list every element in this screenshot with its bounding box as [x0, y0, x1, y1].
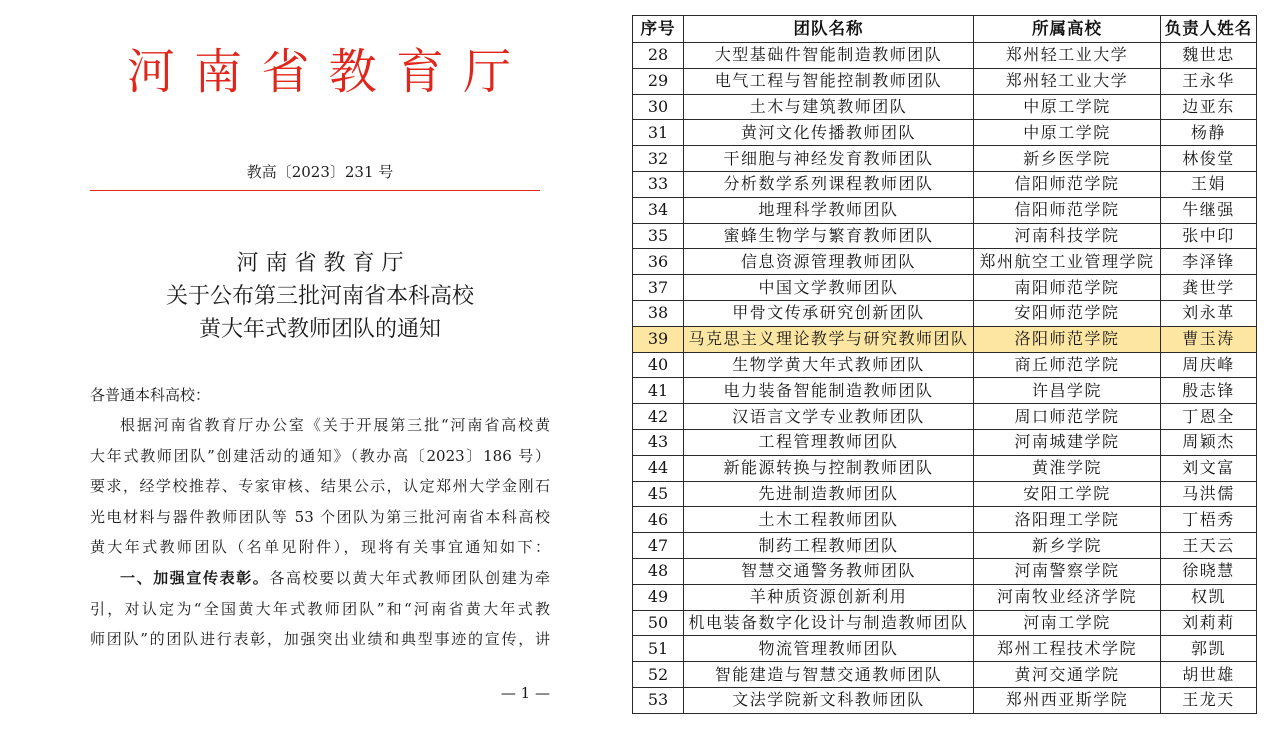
cell-university: 河南城建学院 [974, 429, 1161, 455]
cell-university: 河南牧业经济学院 [974, 584, 1161, 610]
cell-leader-name: 刘莉莉 [1161, 610, 1257, 636]
table-row [633, 687, 1257, 713]
cell-university: 郑州轻工业大学 [974, 43, 1161, 69]
cell-team-name: 黄河文化传播教师团队 [684, 120, 974, 146]
cell-number: 37 [633, 275, 684, 301]
table-row [633, 326, 1257, 352]
cell-number: 48 [633, 558, 684, 584]
table-row [633, 662, 1257, 688]
notice-title [90, 247, 550, 346]
cell-university: 郑州航空工业管理学院 [974, 249, 1161, 275]
cell-team-name: 先进制造教师团队 [684, 481, 974, 507]
team-list-table [632, 15, 1257, 714]
cell-university: 洛阳理工学院 [974, 507, 1161, 533]
table-row [633, 146, 1257, 172]
cell-university: 中原工学院 [974, 120, 1161, 146]
cell-number: 33 [633, 171, 684, 197]
cell-team-name: 地理科学教师团队 [684, 197, 974, 223]
letterhead-divider [90, 190, 540, 191]
body-line: 大年式教师团队”创建活动的通知》（教办高〔2023〕186 号） [90, 446, 550, 465]
cell-university: 郑州工程技术学院 [974, 636, 1161, 662]
table-row [633, 249, 1257, 275]
cell-number: 28 [633, 43, 684, 69]
cell-team-name: 机电装备数字化设计与制造教师团队 [684, 610, 974, 636]
cell-team-name: 羊种质资源创新利用 [684, 584, 974, 610]
cell-leader-name: 胡世雄 [1161, 662, 1257, 688]
page-number: — 1 — [500, 684, 550, 702]
cell-university: 郑州西亚斯学院 [974, 687, 1161, 713]
cell-leader-name: 李泽锋 [1161, 249, 1257, 275]
cell-leader-name: 牛继强 [1161, 197, 1257, 223]
table-row [633, 481, 1257, 507]
cell-number: 32 [633, 146, 684, 172]
header-university: 所属高校 [974, 16, 1161, 43]
cell-number: 41 [633, 378, 684, 404]
table-row [633, 197, 1257, 223]
cell-leader-name: 王龙天 [1161, 687, 1257, 713]
table-header [633, 16, 1257, 43]
cell-university: 安阳工学院 [974, 481, 1161, 507]
cell-team-name: 电气工程与智能控制教师团队 [684, 68, 974, 94]
cell-number: 52 [633, 662, 684, 688]
body-line: 师团队”的团队进行表彰，加强突出业绩和典型事迹的宣传，讲 [90, 630, 550, 649]
table-row [633, 120, 1257, 146]
cell-university: 郑州轻工业大学 [974, 68, 1161, 94]
table-row [633, 558, 1257, 584]
cell-team-name: 分析数学系列课程教师团队 [684, 171, 974, 197]
notice-page [0, 0, 620, 729]
cell-university: 周口师范学院 [974, 404, 1161, 430]
cell-leader-name: 龚世学 [1161, 275, 1257, 301]
cell-team-name: 马克思主义理论教学与研究教师团队 [684, 326, 974, 352]
table-row [633, 584, 1257, 610]
body-line: 光电材料与器件教师团队等 53 个团队为第三批河南省本科高校 [90, 507, 550, 526]
cell-leader-name: 魏世忠 [1161, 43, 1257, 69]
cell-team-name: 大型基础件智能制造教师团队 [684, 43, 974, 69]
cell-number: 40 [633, 352, 684, 378]
cell-number: 45 [633, 481, 684, 507]
cell-leader-name: 杨静 [1161, 120, 1257, 146]
cell-number: 39 [633, 326, 684, 352]
cell-leader-name: 丁梧秀 [1161, 507, 1257, 533]
cell-number: 50 [633, 610, 684, 636]
table-row [633, 68, 1257, 94]
body-line: 要求，经学校推荐、专家审核、结果公示，认定郑州大学金刚石 [90, 477, 550, 496]
cell-university: 河南科技学院 [974, 223, 1161, 249]
cell-team-name: 智慧交通警务教师团队 [684, 558, 974, 584]
cell-university: 安阳师范学院 [974, 300, 1161, 326]
cell-leader-name: 王永华 [1161, 68, 1257, 94]
cell-team-name: 信息资源管理教师团队 [684, 249, 974, 275]
header-team-name: 团队名称 [684, 16, 974, 43]
cell-university: 许昌学院 [974, 378, 1161, 404]
cell-university: 黄淮学院 [974, 455, 1161, 481]
cell-university: 商丘师范学院 [974, 352, 1161, 378]
body-line: 根据河南省教育厅办公室《关于开展第三批“河南省高校黄 [120, 416, 550, 434]
cell-number: 51 [633, 636, 684, 662]
cell-university: 新乡学院 [974, 533, 1161, 559]
cell-leader-name: 马洪儒 [1161, 481, 1257, 507]
table-header-row [633, 16, 1257, 43]
cell-number: 43 [633, 429, 684, 455]
cell-number: 42 [633, 404, 684, 430]
section-1-text: 各高校要以黄大年式教师团队创建为牵 [269, 568, 550, 587]
cell-number: 49 [633, 584, 684, 610]
cell-university: 洛阳师范学院 [974, 326, 1161, 352]
cell-leader-name: 周颖杰 [1161, 429, 1257, 455]
table-row [633, 378, 1257, 404]
cell-number: 47 [633, 533, 684, 559]
cell-number: 53 [633, 687, 684, 713]
cell-team-name: 蜜蜂生物学与繁育教师团队 [684, 223, 974, 249]
cell-team-name: 中国文学教师团队 [684, 275, 974, 301]
cell-leader-name: 周庆峰 [1161, 352, 1257, 378]
letterhead-title: 河 南 省 教 育 厅 [126, 44, 514, 100]
table-row [633, 610, 1257, 636]
cell-university: 黄河交通学院 [974, 662, 1161, 688]
cell-leader-name: 徐晓慧 [1161, 558, 1257, 584]
notice-body [90, 410, 550, 655]
cell-university: 新乡医学院 [974, 146, 1161, 172]
cell-leader-name: 刘永革 [1161, 300, 1257, 326]
notice-issuer: 河 南 省 教 育 厅 [236, 251, 404, 276]
table-row [633, 300, 1257, 326]
cell-number: 35 [633, 223, 684, 249]
cell-number: 31 [633, 120, 684, 146]
table-row [633, 275, 1257, 301]
cell-team-name: 工程管理教师团队 [684, 429, 974, 455]
cell-number: 36 [633, 249, 684, 275]
table-body [633, 43, 1257, 714]
cell-team-name: 生物学黄大年式教师团队 [684, 352, 974, 378]
cell-team-name: 土木工程教师团队 [684, 507, 974, 533]
section-1-first-line [90, 563, 550, 594]
cell-university: 信阳师范学院 [974, 171, 1161, 197]
cell-leader-name: 王娟 [1161, 171, 1257, 197]
cell-team-name: 干细胞与神经发育教师团队 [684, 146, 974, 172]
cell-leader-name: 刘文富 [1161, 455, 1257, 481]
notice-title-line-1: 关于公布第三批河南省本科高校 [165, 284, 474, 309]
cell-number: 44 [633, 455, 684, 481]
cell-leader-name: 曹玉涛 [1161, 326, 1257, 352]
cell-team-name: 新能源转换与控制教师团队 [684, 455, 974, 481]
notice-title-line-2: 黄大年式教师团队的通知 [198, 317, 441, 342]
cell-leader-name: 权凯 [1161, 584, 1257, 610]
cell-leader-name: 殷志锋 [1161, 378, 1257, 404]
cell-number: 38 [633, 300, 684, 326]
body-line: 黄大年式教师团队（名单见附件），现将有关事宜通知如下： [90, 538, 550, 557]
cell-team-name: 甲骨文传承研究创新团队 [684, 300, 974, 326]
cell-number: 29 [633, 68, 684, 94]
cell-number: 34 [633, 197, 684, 223]
cell-number: 46 [633, 507, 684, 533]
cell-leader-name: 林俊堂 [1161, 146, 1257, 172]
section-1-heading: 一、加强宣传表彰。 [120, 568, 270, 587]
table-row [633, 429, 1257, 455]
table-row [633, 352, 1257, 378]
header-leader-name: 负责人姓名 [1161, 16, 1257, 43]
cell-team-name: 物流管理教师团队 [684, 636, 974, 662]
cell-university: 南阳师范学院 [974, 275, 1161, 301]
table-row [633, 636, 1257, 662]
table-row [633, 223, 1257, 249]
header-number: 序号 [633, 16, 684, 43]
cell-number: 30 [633, 94, 684, 120]
table-row [633, 94, 1257, 120]
table-row [633, 171, 1257, 197]
cell-university: 中原工学院 [974, 94, 1161, 120]
cell-team-name: 制药工程教师团队 [684, 533, 974, 559]
salutation: 各普通本科高校： [90, 386, 211, 404]
cell-team-name: 电力装备智能制造教师团队 [684, 378, 974, 404]
table-row [633, 533, 1257, 559]
table-row [633, 455, 1257, 481]
cell-team-name: 智能建造与智慧交通教师团队 [684, 662, 974, 688]
cell-university: 信阳师范学院 [974, 197, 1161, 223]
document-number: 教高〔2023〕231 号 [246, 163, 394, 181]
table-row [633, 43, 1257, 69]
cell-leader-name: 边亚东 [1161, 94, 1257, 120]
cell-team-name: 土木与建筑教师团队 [684, 94, 974, 120]
table-row [633, 404, 1257, 430]
cell-team-name: 汉语言文学专业教师团队 [684, 404, 974, 430]
cell-university: 河南工学院 [974, 610, 1161, 636]
cell-leader-name: 郭凯 [1161, 636, 1257, 662]
cell-leader-name: 王天云 [1161, 533, 1257, 559]
table-row [633, 507, 1257, 533]
cell-university: 河南警察学院 [974, 558, 1161, 584]
body-line: 引，对认定为“全国黄大年式教师团队”和“河南省黄大年式教 [90, 599, 550, 618]
cell-leader-name: 丁恩全 [1161, 404, 1257, 430]
cell-team-name: 文法学院新文科教师团队 [684, 687, 974, 713]
cell-leader-name: 张中印 [1161, 223, 1257, 249]
